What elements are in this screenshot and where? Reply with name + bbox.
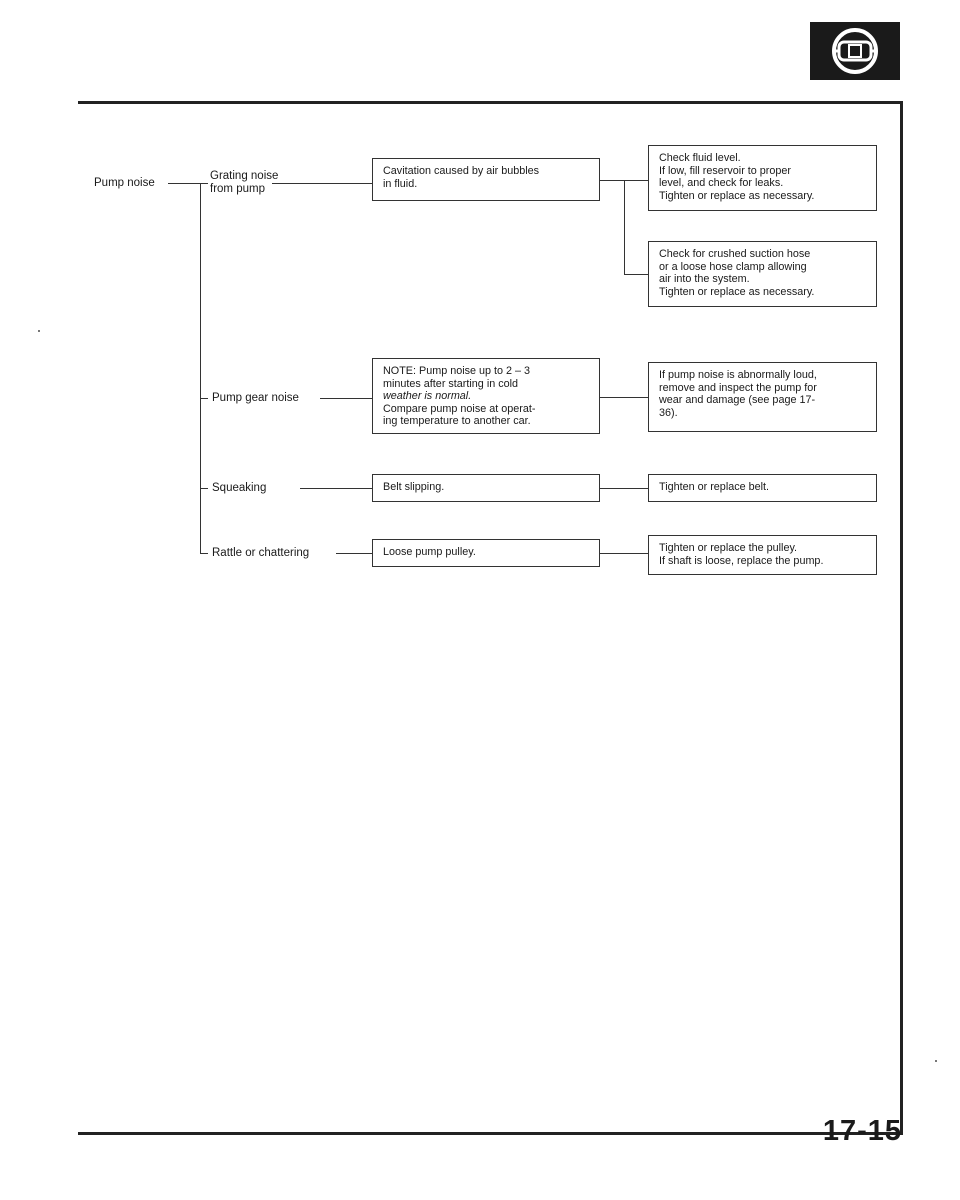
root-label: Pump noise <box>94 177 155 189</box>
cause-cavitation: Cavitation caused by air bubbles in fluid. <box>372 158 600 201</box>
cause-note-normal-noise: NOTE: Pump noise up to 2 – 3 minutes after starting in cold weather is normal. Compare pump noise at operat- ing temperature to another car. <box>372 358 600 434</box>
scan-speck <box>38 330 40 332</box>
steering-wheel-icon <box>810 22 900 80</box>
cause-belt-slipping: Belt slipping. <box>372 474 600 502</box>
symptom-squeaking: Squeaking <box>212 482 267 494</box>
right-rule <box>900 101 903 1135</box>
remedy-inspect-pump: If pump noise is abnormally loud, remove and inspect the pump for wear and damage (see page 17- 36). <box>648 362 877 432</box>
scan-speck <box>935 1060 937 1062</box>
remedy-tighten-pulley: Tighten or replace the pulley. If shaft is loose, replace the pump. <box>648 535 877 575</box>
remedy-tighten-belt: Tighten or replace belt. <box>648 474 877 502</box>
page-number: 17-15 <box>822 1115 902 1147</box>
cause-loose-pulley: Loose pump pulley. <box>372 539 600 567</box>
bottom-rule <box>78 1132 903 1135</box>
remedy-check-fluid-level: Check fluid level. If low, fill reservoir to proper level, and check for leaks. Tighten or replace as necessary. <box>648 145 877 211</box>
remedy-check-suction-hose: Check for crushed suction hose or a loose hose clamp allowing air into the system. Tighten or replace as necessary. <box>648 241 877 307</box>
symptom-rattle-chattering: Rattle or chattering <box>212 547 310 559</box>
symptom-pump-gear-noise: Pump gear noise <box>212 392 299 404</box>
symptom-grating-noise: Grating noise from pump <box>210 170 279 195</box>
top-rule <box>78 101 902 104</box>
